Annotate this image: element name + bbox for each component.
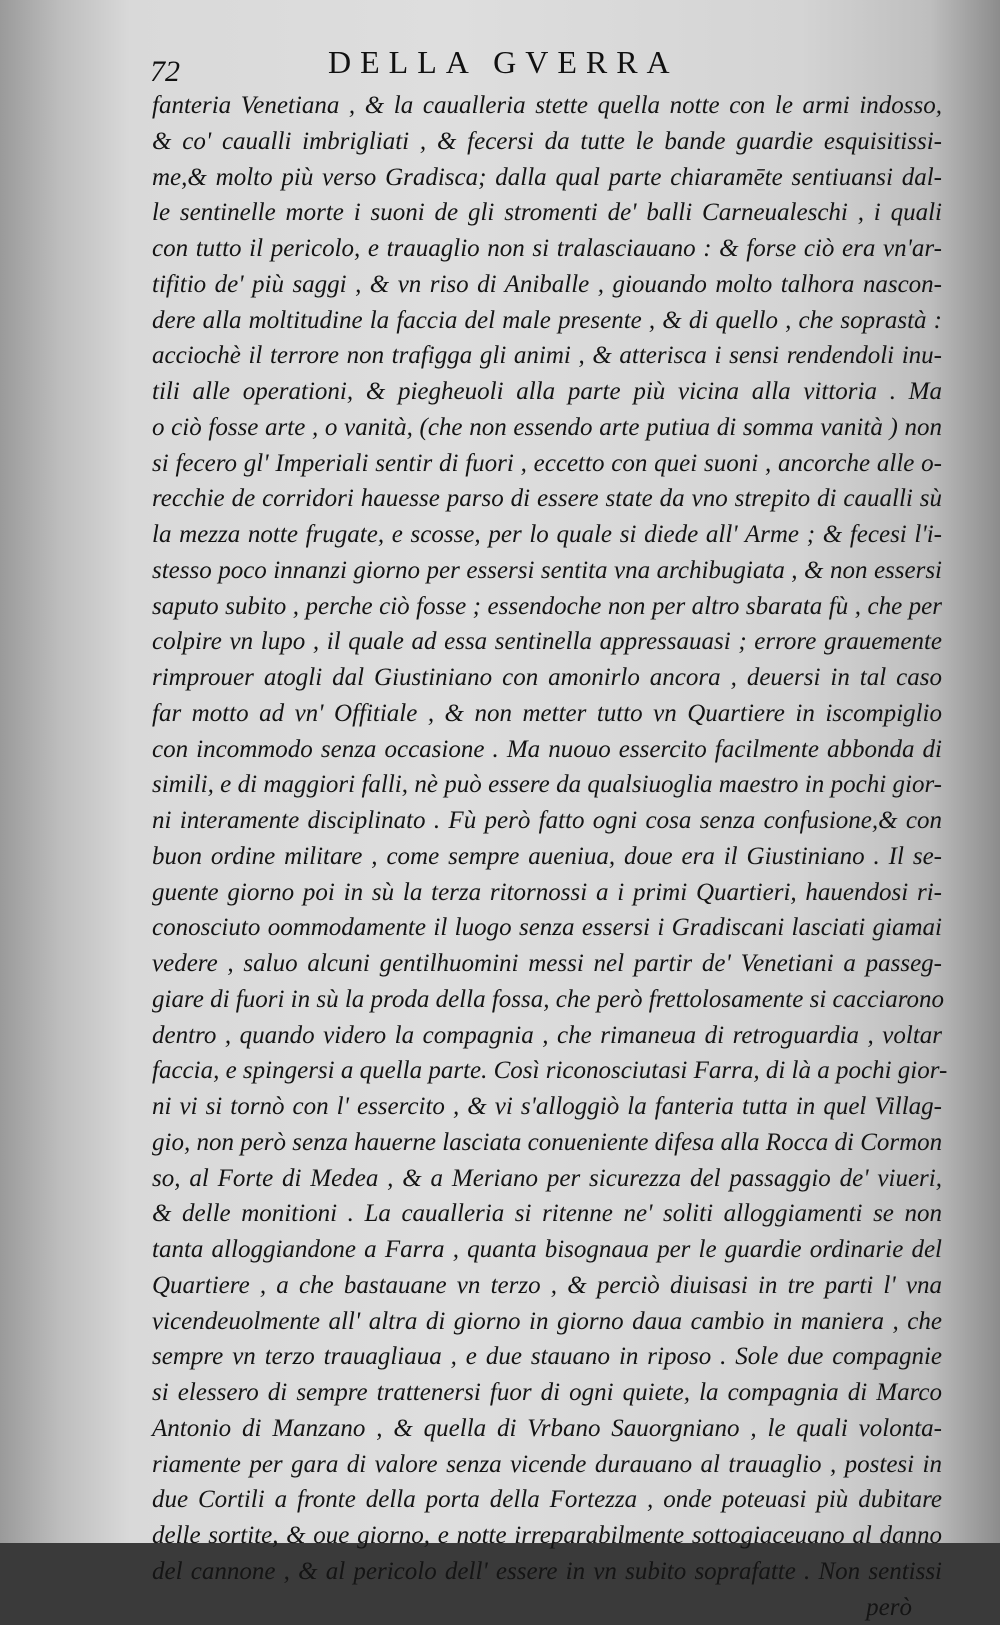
text-line: con tutto il pericolo, e trauaglio non si tralasciauano : & forse ciò era vn'ar- — [152, 231, 942, 267]
text-line: tifitio de' più saggi , & vn riso di Aniballe , giouando molto talhora nascon- — [152, 267, 942, 303]
text-line: fanteria Venetiana , & la caualleria stette quella notte con le armi indosso, — [152, 88, 942, 124]
text-line: dere alla moltitudine la faccia del male presente , & di quello , che soprastà : — [152, 303, 942, 339]
text-line: stesso poco innanzi giorno per essersi sentita vna archibugiata , & non essersi — [152, 553, 942, 589]
text-line: saputo subito , perche ciò fosse ; essendoche non per altro sbarata fù , che per — [152, 589, 942, 625]
text-line: conosciuto oommodamente il luogo senza essersi i Gradiscani lasciati giamai — [152, 910, 942, 946]
text-line: guente giorno poi in sù la terza ritornossi a i primi Quartieri, hauendosi ri- — [152, 875, 942, 911]
text-line: giare di fuori in sù la proda della fossa, che però frettolosamente si cacciarono — [152, 982, 942, 1018]
catchword: però — [152, 1590, 942, 1625]
text-line: la mezza notte frugate, e scosse, per lo quale si diede all' Arme ; & fecesi l'i- — [152, 517, 942, 553]
text-line: Quartiere , a che bastauane vn terzo , & perciò diuisasi in tre parti l' vna — [152, 1268, 942, 1304]
text-line: le sentinelle morte i suoni de gli stromenti de' balli Carneualeschi , i quali — [152, 195, 942, 231]
text-line: faccia, e spingersi a quella parte. Così riconosciutasi Farra, di là a pochi gior- — [152, 1053, 942, 1089]
text-line: delle sortite, & oue giorno, e notte irreparabilmente sottogiaceuano al danno — [152, 1518, 942, 1554]
text-line: o ciò fosse arte , o vanità, (che non essendo arte putiua di somma vanità ) non — [152, 410, 942, 446]
text-line: tili alle operationi, & pieghеuoli alla parte più vicina alla vittoria . Ma — [152, 374, 942, 410]
text-line: rimprouer atogli dal Giustiniano con amonirlo ancora , deuersi in tal caso — [152, 660, 942, 696]
text-line: me,& molto più verso Gradisca; dalla qual parte chiaramēte sentiuansi dal- — [152, 160, 942, 196]
text-line: & delle monitioni . La caualleria si ritenne ne' soliti alloggiamenti se non — [152, 1196, 942, 1232]
text-line: vedere , saluo alcuni gentilhuomini messi nel partir de' Venetiani a passeg- — [152, 946, 942, 982]
text-line: ni interamente disciplinato . Fù però fatto ogni cosa senza confusione,& con — [152, 803, 942, 839]
text-line: tanta alloggiandone a Farra , quanta bisognaua per le guardie ordinarie del — [152, 1232, 942, 1268]
text-line: & co' caualli imbrigliati , & fecersi da tutte le bande guardie esquisitissi- — [152, 124, 942, 160]
text-line: Antonio di Manzano , & quella di Vrbano Sauorgniano , le quali volonta- — [152, 1411, 942, 1447]
text-line: due Cortili a fronte della porta della Fortezza , onde poteuasi più dubitare — [152, 1482, 942, 1518]
text-line: simili, e di maggiori falli, nè può essere da qualsiuoglia maestro in pochi gior- — [152, 767, 942, 803]
text-line: dentro , quando videro la compagnia , che rimaneua di retroguardia , voltar — [152, 1018, 942, 1054]
text-line: vicendeuolmente all' altra di giorno in giorno daua cambio in maniera , che — [152, 1304, 942, 1340]
text-line: con incommodo senza occasione . Ma nuouo essercito facilmente abbonda di — [152, 732, 942, 768]
running-head: DELLA GVERRA — [328, 44, 679, 81]
text-line: buon ordine militare , come sempre aueniua, doue era il Giustiniano . Il se- — [152, 839, 942, 875]
body-text — [152, 88, 942, 1625]
text-line: recchie de corridori hauesse parso di essere state da vno strepito di caualli sù — [152, 481, 942, 517]
text-line: del cannone , & al pericolo dell' essere in vn subito soprafatte . Non sentissi — [152, 1554, 942, 1590]
text-line: sempre vn terzo trauagliaua , e due stauano in riposo . Sole due compagnie — [152, 1339, 942, 1375]
text-line: riamente per gara di valore senza vicende durauano al trauaglio , postesi in — [152, 1447, 942, 1483]
text-line: far motto ad vn' Offitiale , & non metter tutto vn Quartiere in iscompiglio — [152, 696, 942, 732]
text-line: gio, non però senza hauerne lasciata conueniente difesa alla Rocca di Cormon — [152, 1125, 942, 1161]
page-number: 72 — [150, 55, 180, 89]
text-line: so, al Forte di Medea , & a Meriano per sicurezza del passaggio de' viueri, — [152, 1161, 942, 1197]
text-line: si fecero gl' Imperiali sentir di fuori , eccetto con quei suoni , ancorche alle o- — [152, 446, 942, 482]
text-line: si elessero di sempre trattenersi fuor di ogni quiete, la compagnia di Marco — [152, 1375, 942, 1411]
text-line: ni vi si tornò con l' essercito , & vi s'alloggiò la fanteria tutta in quel Villag- — [152, 1089, 942, 1125]
text-line: colpire vn lupo , il quale ad essa sentinella appressauasi ; errore grauemente — [152, 624, 942, 660]
text-line: acciochè il terrore non trafigga gli animi , & atterisca i sensi rendendoli inu- — [152, 338, 942, 374]
